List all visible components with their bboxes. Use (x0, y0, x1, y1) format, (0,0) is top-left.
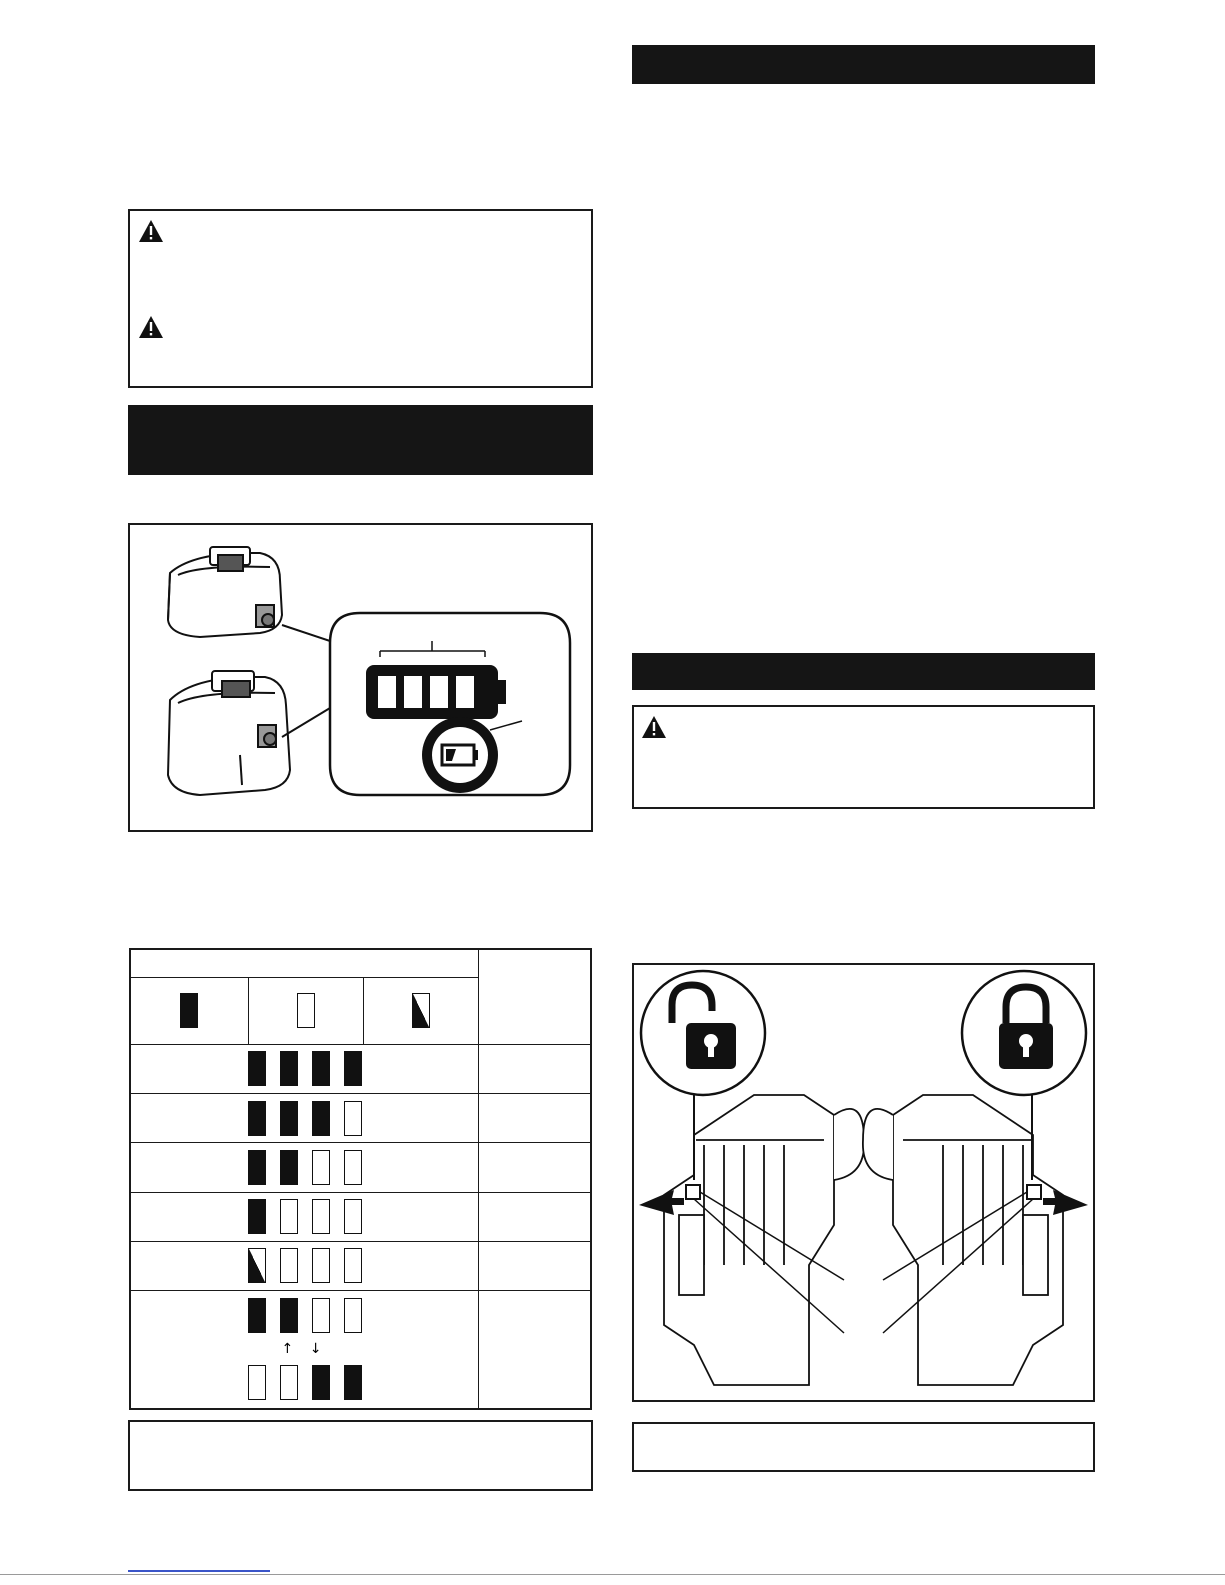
lamp-icon (344, 1298, 362, 1333)
table-header-cell (479, 949, 592, 1044)
lamp-blinking-icon (412, 993, 430, 1028)
warning-triangle-icon (138, 315, 164, 339)
remaining-capacity-cell (479, 1143, 592, 1192)
table-row (130, 1143, 591, 1192)
legend-on-cell (130, 977, 248, 1044)
lamp-icon (344, 1248, 362, 1283)
battery-illustration (130, 525, 591, 830)
lamp-icon (312, 1365, 330, 1400)
legend-off-cell (248, 977, 363, 1044)
warning-box (632, 705, 1095, 809)
section-header (128, 405, 593, 475)
lamp-icon (312, 1101, 330, 1136)
lamp-icon (344, 1199, 362, 1234)
lamp-icon (312, 1051, 330, 1086)
lamp-icon (248, 1199, 266, 1234)
note-box (128, 1420, 593, 1491)
lamp-icon (280, 1248, 298, 1283)
lamp-on-icon (180, 993, 198, 1028)
lock-figure (632, 963, 1095, 1402)
remaining-capacity-cell (479, 1290, 592, 1409)
lamp-icon (344, 1365, 362, 1400)
footer-link-underline[interactable] (128, 1570, 270, 1572)
battery-figure (128, 523, 593, 832)
section-header (632, 45, 1095, 84)
lamp-icon (344, 1101, 362, 1136)
lamp-icon (280, 1298, 298, 1333)
table-row (130, 1241, 591, 1290)
section-header (632, 653, 1095, 690)
lamp-icon (280, 1199, 298, 1234)
note-box (632, 1422, 1095, 1472)
lamp-icon (248, 1051, 266, 1086)
lamp-icon (280, 1150, 298, 1185)
remaining-capacity-cell (479, 1044, 592, 1093)
remaining-capacity-cell (479, 1192, 592, 1241)
battery-cartridge-large-icon (168, 671, 290, 795)
lamp-icon (248, 1101, 266, 1136)
battery-cartridge-small-icon (168, 547, 282, 637)
alternate-arrows: ↑ ↓ (281, 1341, 328, 1358)
lamp-icon (248, 1365, 266, 1400)
table-row (130, 1044, 591, 1093)
lamp-icon (312, 1150, 330, 1185)
table-row (130, 1094, 591, 1143)
lamp-icon (312, 1298, 330, 1333)
indicator-table (129, 948, 592, 1410)
lamp-icon (248, 1298, 266, 1333)
lamp-icon (280, 1101, 298, 1136)
lamp-icon (248, 1248, 266, 1283)
lamp-icon (312, 1199, 330, 1234)
warning-box (128, 209, 593, 388)
lamp-icon (344, 1150, 362, 1185)
lamp-icon (280, 1051, 298, 1086)
legend-blink-cell (363, 977, 478, 1044)
table-row (130, 1192, 591, 1241)
remaining-capacity-cell (479, 1241, 592, 1290)
lamp-off-icon (297, 993, 315, 1028)
lamp-icon (280, 1365, 298, 1400)
lamp-icon (312, 1248, 330, 1283)
remaining-capacity-cell (479, 1094, 592, 1143)
lock-illustration (634, 965, 1093, 1400)
table-header-cell (130, 949, 479, 977)
lamp-icon (344, 1051, 362, 1086)
warning-triangle-icon (641, 715, 667, 739)
footer-rule (0, 1574, 1225, 1575)
warning-triangle-icon (138, 219, 164, 243)
lamp-icon (248, 1150, 266, 1185)
table-row (130, 1290, 591, 1409)
